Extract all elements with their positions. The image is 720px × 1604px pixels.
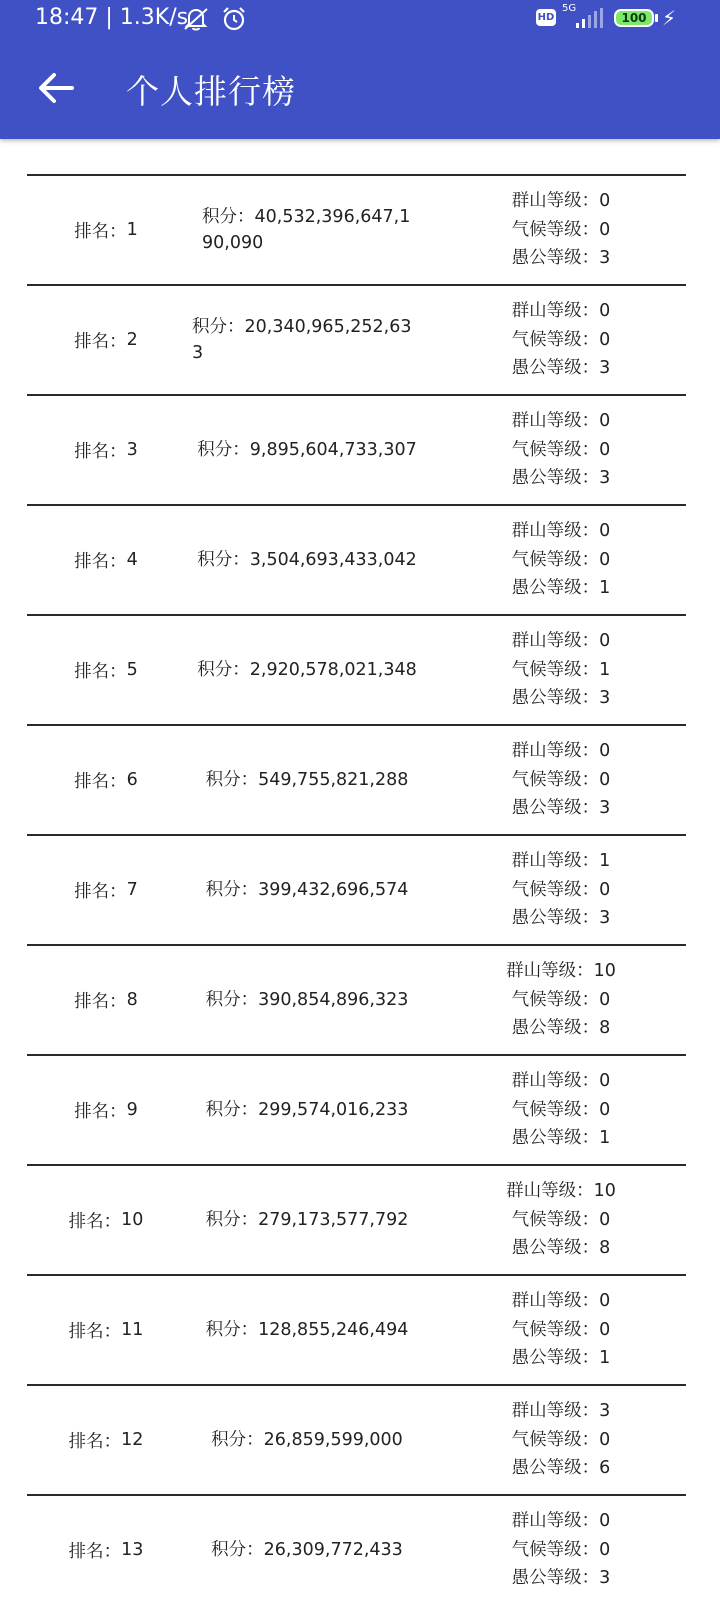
mountain-level-value: 0 <box>599 1291 611 1312</box>
signal-icon <box>570 8 606 30</box>
mountain-level-value: 0 <box>599 631 611 652</box>
mountain-level <box>512 407 611 436</box>
rank-cell <box>27 1276 185 1384</box>
levels-cell <box>487 1496 635 1604</box>
yugong-level <box>512 354 611 383</box>
rank-cell <box>27 176 185 284</box>
rank-label: 排名： <box>74 991 127 1012</box>
score-value: 9,895,604,733,307 <box>249 440 417 460</box>
mountain-level <box>512 1507 611 1536</box>
rank-value: 11 <box>121 1320 144 1340</box>
mountain-level-value: 0 <box>599 521 611 542</box>
climate-level <box>512 1426 611 1455</box>
rank-cell <box>27 286 185 394</box>
levels-cell <box>487 1056 635 1164</box>
mountain-level <box>512 627 611 656</box>
score-cell <box>182 396 432 504</box>
mountain-level-label: 群山等级： <box>511 411 600 432</box>
yugong-level-label: 愚公等级： <box>511 798 600 819</box>
rank-cell <box>27 946 185 1054</box>
rank-value: 1 <box>126 220 138 240</box>
score-cell <box>182 616 432 724</box>
yugong-level-label: 愚公等级： <box>511 578 600 599</box>
back-arrow-icon[interactable] <box>38 72 74 104</box>
rank-value: 10 <box>121 1210 144 1230</box>
score-value: 3,504,693,433,042 <box>249 550 417 570</box>
yugong-level-value: 3 <box>599 468 611 489</box>
rank-value: 6 <box>126 770 138 790</box>
levels-cell <box>487 396 635 504</box>
mountain-level-label: 群山等级： <box>511 191 600 212</box>
score-cell <box>182 286 432 394</box>
rank-label: 排名： <box>74 551 127 572</box>
mountain-level-label: 群山等级： <box>511 1291 600 1312</box>
score-label: 积分： <box>197 440 250 460</box>
yugong-level-value: 3 <box>599 908 611 929</box>
climate-level-value: 0 <box>599 1319 611 1340</box>
yugong-level <box>512 904 611 933</box>
mountain-level-value: 10 <box>593 1181 616 1202</box>
ranking-row[interactable] <box>27 614 686 724</box>
rank-label: 排名： <box>68 1321 122 1342</box>
score-cell <box>182 176 432 284</box>
ranking-row[interactable] <box>27 944 686 1054</box>
mountain-level-label: 群山等级： <box>511 1511 600 1532</box>
mountain-level <box>506 957 616 986</box>
rank-cell <box>27 1386 185 1494</box>
yugong-level-value: 3 <box>599 798 611 819</box>
yugong-level-label: 愚公等级： <box>511 1348 600 1369</box>
ranking-row[interactable] <box>27 834 686 944</box>
rank-value: 8 <box>126 990 138 1010</box>
climate-level <box>512 1536 611 1565</box>
score-label: 积分： <box>205 1320 259 1340</box>
climate-level <box>512 656 611 685</box>
yugong-level-label: 愚公等级： <box>511 908 600 929</box>
yugong-level-value: 8 <box>599 1018 611 1039</box>
score-cell <box>182 1276 432 1384</box>
mountain-level-value: 3 <box>599 1401 611 1422</box>
levels-cell <box>487 946 635 1054</box>
rank-label: 排名： <box>74 1101 127 1122</box>
mute-notification-icon <box>181 6 211 32</box>
rank-label: 排名： <box>74 221 127 242</box>
mountain-level-value: 0 <box>599 301 611 322</box>
battery-tip <box>655 14 658 22</box>
mountain-level-label: 群山等级： <box>511 521 600 542</box>
rank-label: 排名： <box>68 1211 122 1232</box>
climate-level <box>512 546 611 575</box>
yugong-level-value: 3 <box>599 1568 611 1589</box>
rank-label: 排名： <box>74 331 127 352</box>
yugong-level-value: 3 <box>599 358 611 379</box>
climate-level-label: 气候等级： <box>511 329 600 350</box>
climate-level-value: 0 <box>599 879 611 900</box>
score-value: 20,340,965,252,633 <box>192 317 412 363</box>
score-value: 128,855,246,494 <box>258 1320 409 1340</box>
climate-level-label: 气候等级： <box>511 659 600 680</box>
ranking-row[interactable] <box>27 174 686 284</box>
score-label: 积分： <box>197 660 250 680</box>
score-label: 积分： <box>192 317 245 337</box>
climate-level <box>512 1206 611 1235</box>
status-time: 18:47 | 1.3K/s <box>35 5 189 30</box>
yugong-level <box>512 794 611 823</box>
yugong-level-label: 愚公等级： <box>511 688 600 709</box>
mountain-level-label: 群山等级： <box>511 631 600 652</box>
score-cell <box>182 946 432 1054</box>
alarm-icon <box>220 6 248 32</box>
score-label: 积分： <box>205 1210 259 1230</box>
page-title: 个人排行榜 <box>126 72 296 111</box>
climate-level-label: 气候等级： <box>511 989 600 1010</box>
yugong-level-value: 6 <box>599 1458 611 1479</box>
battery-icon: 100 <box>614 9 654 27</box>
yugong-level-label: 愚公等级： <box>511 1568 600 1589</box>
levels-cell <box>487 836 635 944</box>
rank-label: 排名： <box>74 881 127 902</box>
climate-level <box>512 216 611 245</box>
score-cell <box>182 1386 432 1494</box>
yugong-level-label: 愚公等级： <box>511 1128 600 1149</box>
yugong-level-value: 1 <box>599 578 611 599</box>
climate-level-label: 气候等级： <box>511 439 600 460</box>
ranking-row[interactable] <box>27 284 686 394</box>
yugong-level <box>512 1014 611 1043</box>
levels-cell <box>487 1166 635 1274</box>
yugong-level-label: 愚公等级： <box>511 358 600 379</box>
ranking-list <box>27 174 686 1604</box>
score-label: 积分： <box>211 1430 264 1450</box>
score-label: 积分： <box>197 550 250 570</box>
score-value: 2,920,578,021,348 <box>249 660 417 680</box>
mountain-level <box>512 297 611 326</box>
rank-cell <box>27 1166 185 1274</box>
levels-cell <box>487 506 635 614</box>
yugong-level <box>512 464 611 493</box>
climate-level-label: 气候等级： <box>511 1429 600 1450</box>
mountain-level <box>512 187 611 216</box>
levels-cell <box>487 286 635 394</box>
climate-level-value: 0 <box>599 439 611 460</box>
score-value: 549,755,821,288 <box>258 770 409 790</box>
status-bar <box>0 0 720 38</box>
yugong-level <box>512 684 611 713</box>
rank-value: 2 <box>126 330 138 350</box>
climate-level-value: 0 <box>599 769 611 790</box>
climate-level-label: 气候等级： <box>511 1539 600 1560</box>
climate-level <box>512 1096 611 1125</box>
hd-badge: HD <box>536 9 556 26</box>
mountain-level <box>512 847 611 876</box>
climate-level-label: 气候等级： <box>511 769 600 790</box>
yugong-level-label: 愚公等级： <box>511 1018 600 1039</box>
climate-level-label: 气候等级： <box>511 879 600 900</box>
climate-level-label: 气候等级： <box>511 1099 600 1120</box>
rank-value: 5 <box>126 660 138 680</box>
rank-value: 12 <box>121 1430 144 1450</box>
mountain-level-label: 群山等级： <box>506 961 594 982</box>
ranking-row[interactable] <box>27 394 686 504</box>
mountain-level-value: 0 <box>599 1511 611 1532</box>
mountain-level <box>512 517 611 546</box>
score-label: 积分： <box>211 1540 264 1560</box>
score-cell <box>182 1056 432 1164</box>
mountain-level-value: 0 <box>599 411 611 432</box>
climate-level-value: 0 <box>599 329 611 350</box>
rank-label: 排名： <box>68 1541 122 1562</box>
rank-value: 9 <box>126 1100 138 1120</box>
climate-level-value: 0 <box>599 1539 611 1560</box>
charging-icon: ⚡ <box>662 6 677 30</box>
yugong-level <box>512 1234 611 1263</box>
score-cell <box>182 506 432 614</box>
yugong-level <box>512 574 611 603</box>
rank-value: 13 <box>121 1540 144 1560</box>
yugong-level <box>512 1454 611 1483</box>
mountain-level-value: 1 <box>599 851 611 872</box>
climate-level <box>512 326 611 355</box>
score-cell <box>182 1496 432 1604</box>
mountain-level <box>506 1177 616 1206</box>
rank-label: 排名： <box>74 661 127 682</box>
climate-level <box>512 1316 611 1345</box>
climate-level <box>512 436 611 465</box>
rank-value: 3 <box>126 440 138 460</box>
levels-cell <box>487 1386 635 1494</box>
ranking-row[interactable] <box>27 724 686 834</box>
yugong-level-value: 1 <box>599 1128 611 1149</box>
climate-level <box>512 986 611 1015</box>
climate-level-label: 气候等级： <box>511 219 600 240</box>
climate-level <box>512 766 611 795</box>
score-value: 279,173,577,792 <box>258 1210 409 1230</box>
mountain-level <box>512 1287 611 1316</box>
yugong-level-label: 愚公等级： <box>511 248 600 269</box>
rank-label: 排名： <box>68 1431 122 1452</box>
climate-level-value: 1 <box>599 659 611 680</box>
yugong-level-label: 愚公等级： <box>511 1238 600 1259</box>
yugong-level-label: 愚公等级： <box>511 468 600 489</box>
score-label: 积分： <box>205 990 259 1010</box>
mountain-level <box>512 1397 611 1426</box>
climate-level-value: 0 <box>599 989 611 1010</box>
score-value: 390,854,896,323 <box>258 990 409 1010</box>
score-value: 26,859,599,000 <box>263 1430 403 1450</box>
climate-level-value: 0 <box>599 1099 611 1120</box>
score-value: 399,432,696,574 <box>258 880 409 900</box>
ranking-row[interactable] <box>27 1494 686 1604</box>
score-label: 积分： <box>205 770 259 790</box>
climate-level <box>512 876 611 905</box>
ranking-row[interactable] <box>27 504 686 614</box>
mountain-level <box>512 737 611 766</box>
rank-label: 排名： <box>74 441 127 462</box>
climate-level-label: 气候等级： <box>511 1209 600 1230</box>
climate-level-value: 0 <box>599 1429 611 1450</box>
ranking-row[interactable] <box>27 1384 686 1494</box>
levels-cell <box>487 726 635 834</box>
yugong-level-label: 愚公等级： <box>511 1458 600 1479</box>
mountain-level-value: 0 <box>599 741 611 762</box>
score-label: 积分： <box>205 880 259 900</box>
mountain-level-label: 群山等级： <box>511 741 600 762</box>
yugong-level <box>512 1124 611 1153</box>
levels-cell <box>487 1276 635 1384</box>
mountain-level-label: 群山等级： <box>511 301 600 322</box>
rank-value: 7 <box>126 880 138 900</box>
score-cell <box>182 726 432 834</box>
rank-cell <box>27 616 185 724</box>
climate-level-value: 0 <box>599 549 611 570</box>
rank-cell <box>27 396 185 504</box>
yugong-level-value: 3 <box>599 248 611 269</box>
mountain-level-value: 0 <box>599 1071 611 1092</box>
rank-value: 4 <box>126 550 138 570</box>
rank-cell <box>27 1056 185 1164</box>
yugong-level-value: 3 <box>599 688 611 709</box>
rank-cell <box>27 1496 185 1604</box>
score-label: 积分： <box>202 207 255 227</box>
yugong-level-value: 1 <box>599 1348 611 1369</box>
rank-label: 排名： <box>74 771 127 792</box>
mountain-level-value: 10 <box>593 961 616 982</box>
app-bar <box>0 0 720 139</box>
climate-level-value: 0 <box>599 219 611 240</box>
mountain-level-value: 0 <box>599 191 611 212</box>
yugong-level-value: 8 <box>599 1238 611 1259</box>
network-type: 5G <box>562 3 577 14</box>
yugong-level <box>512 1564 611 1593</box>
ranking-row[interactable] <box>27 1274 686 1384</box>
levels-cell <box>487 616 635 724</box>
score-value: 26,309,772,433 <box>263 1540 403 1560</box>
rank-cell <box>27 836 185 944</box>
yugong-level <box>512 244 611 273</box>
levels-cell <box>487 176 635 284</box>
yugong-level <box>512 1344 611 1373</box>
mountain-level-label: 群山等级： <box>506 1181 594 1202</box>
score-cell <box>182 1166 432 1274</box>
mountain-level-label: 群山等级： <box>511 1071 600 1092</box>
mountain-level-label: 群山等级： <box>511 1401 600 1422</box>
mountain-level-label: 群山等级： <box>511 851 600 872</box>
rank-cell <box>27 726 185 834</box>
climate-level-label: 气候等级： <box>511 549 600 570</box>
climate-level-label: 气候等级： <box>511 1319 600 1340</box>
rank-cell <box>27 506 185 614</box>
score-cell <box>182 836 432 944</box>
mountain-level <box>512 1067 611 1096</box>
score-value: 299,574,016,233 <box>258 1100 409 1120</box>
ranking-row[interactable] <box>27 1164 686 1274</box>
climate-level-value: 0 <box>599 1209 611 1230</box>
ranking-row[interactable] <box>27 1054 686 1164</box>
score-value: 40,532,396,647,190,090 <box>202 207 411 253</box>
score-label: 积分： <box>205 1100 259 1120</box>
